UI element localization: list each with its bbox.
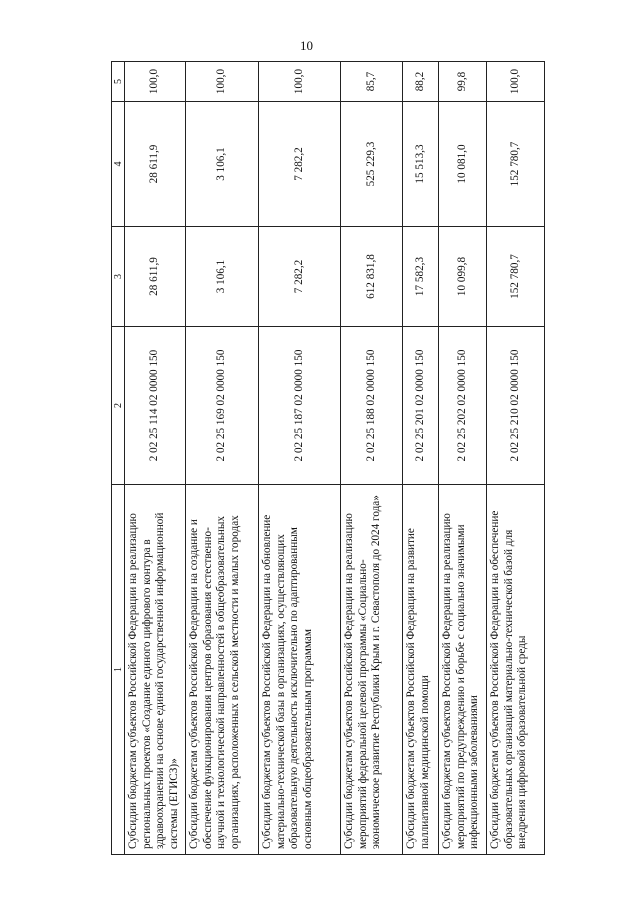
- table-row: [341, 62, 403, 855]
- table-row: [403, 62, 439, 855]
- table-row: [125, 62, 186, 855]
- row-description: Субсидии бюджетам субъектов Российской Федерации на реализацию мероприятий федеральной целевой программы «Социально-экономическое развитие Республики Крым и г. Севастополя до 2024 года»: [341, 485, 403, 855]
- row-actual: 28 611,9: [125, 102, 186, 227]
- row-percent: 100,0: [259, 62, 341, 102]
- table-row: [487, 62, 545, 855]
- header-col-3: 3: [112, 227, 125, 327]
- row-percent: 100,0: [125, 62, 186, 102]
- header-col-4: 4: [112, 102, 125, 227]
- header-row: [112, 62, 125, 855]
- table-row: [259, 62, 341, 855]
- rotated-table-inner: [111, 62, 544, 855]
- row-percent: 100,0: [186, 62, 259, 102]
- row-percent: 100,0: [487, 62, 545, 102]
- row-planned: 3 106,1: [186, 227, 259, 327]
- row-description: Субсидии бюджетам субъектов Российской Федерации на развитие паллиативной медицинской помощи: [403, 485, 439, 855]
- row-planned: 7 282,2: [259, 227, 341, 327]
- header-col-5: 5: [112, 62, 125, 102]
- table-row: [186, 62, 259, 855]
- row-actual: 3 106,1: [186, 102, 259, 227]
- header-col-1: 1: [112, 485, 125, 855]
- row-planned: 10 099,8: [439, 227, 487, 327]
- row-percent: 99,8: [439, 62, 487, 102]
- row-percent: 88,2: [403, 62, 439, 102]
- row-actual: 15 513,3: [403, 102, 439, 227]
- row-actual: 7 282,2: [259, 102, 341, 227]
- row-description: Субсидии бюджетам субъектов Российской Федерации на реализацию региональных проектов «Создание единого цифрового контура в здравоохранении на основе единой государственной информационной системы (ЕГИСЗ)»: [125, 485, 186, 855]
- row-code: 2 02 25 210 02 0000 150: [487, 327, 545, 485]
- row-planned: 17 582,3: [403, 227, 439, 327]
- row-description: Субсидии бюджетам субъектов Российской Федерации на обновление материально-технической базы в организациях, осуществляющих образовательную деятельность исключительно по адаптированным основным общеобразовательным программам: [259, 485, 341, 855]
- row-code: 2 02 25 169 02 0000 150: [186, 327, 259, 485]
- row-description: Субсидии бюджетам субъектов Российской Федерации на реализацию мероприятий по предупреждению и борьбе с социально значимыми инфекционными заболеваниями: [439, 485, 487, 855]
- row-actual: 152 780,7: [487, 102, 545, 227]
- row-description: Субсидии бюджетам субъектов Российской Федерации на создание и обеспечение функционирования центров образования естественно-научной и технологической направленностей в общеобразовательных организациях, расположенных в сельской местности и малых городах: [186, 485, 259, 855]
- rotated-table-wrapper: [111, 62, 544, 855]
- page-number: 10: [300, 38, 313, 53]
- row-code: 2 02 25 202 02 0000 150: [439, 327, 487, 485]
- row-actual: 525 229,3: [341, 102, 403, 227]
- table-row: [439, 62, 487, 855]
- row-percent: 85,7: [341, 62, 403, 102]
- budget-table: [111, 61, 545, 855]
- row-code: 2 02 25 201 02 0000 150: [403, 327, 439, 485]
- row-planned: 612 831,8: [341, 227, 403, 327]
- row-planned: 28 611,9: [125, 227, 186, 327]
- row-planned: 152 780,7: [487, 227, 545, 327]
- header-col-2: 2: [112, 327, 125, 485]
- row-code: 2 02 25 114 02 0000 150: [125, 327, 186, 485]
- row-description: Субсидии бюджетам субъектов Российской Федерации на обеспечение образовательных организаций материально-технической базой для внедрения цифровой образовательной среды: [487, 485, 545, 855]
- row-actual: 10 081,0: [439, 102, 487, 227]
- row-code: 2 02 25 187 02 0000 150: [259, 327, 341, 485]
- row-code: 2 02 25 188 02 0000 150: [341, 327, 403, 485]
